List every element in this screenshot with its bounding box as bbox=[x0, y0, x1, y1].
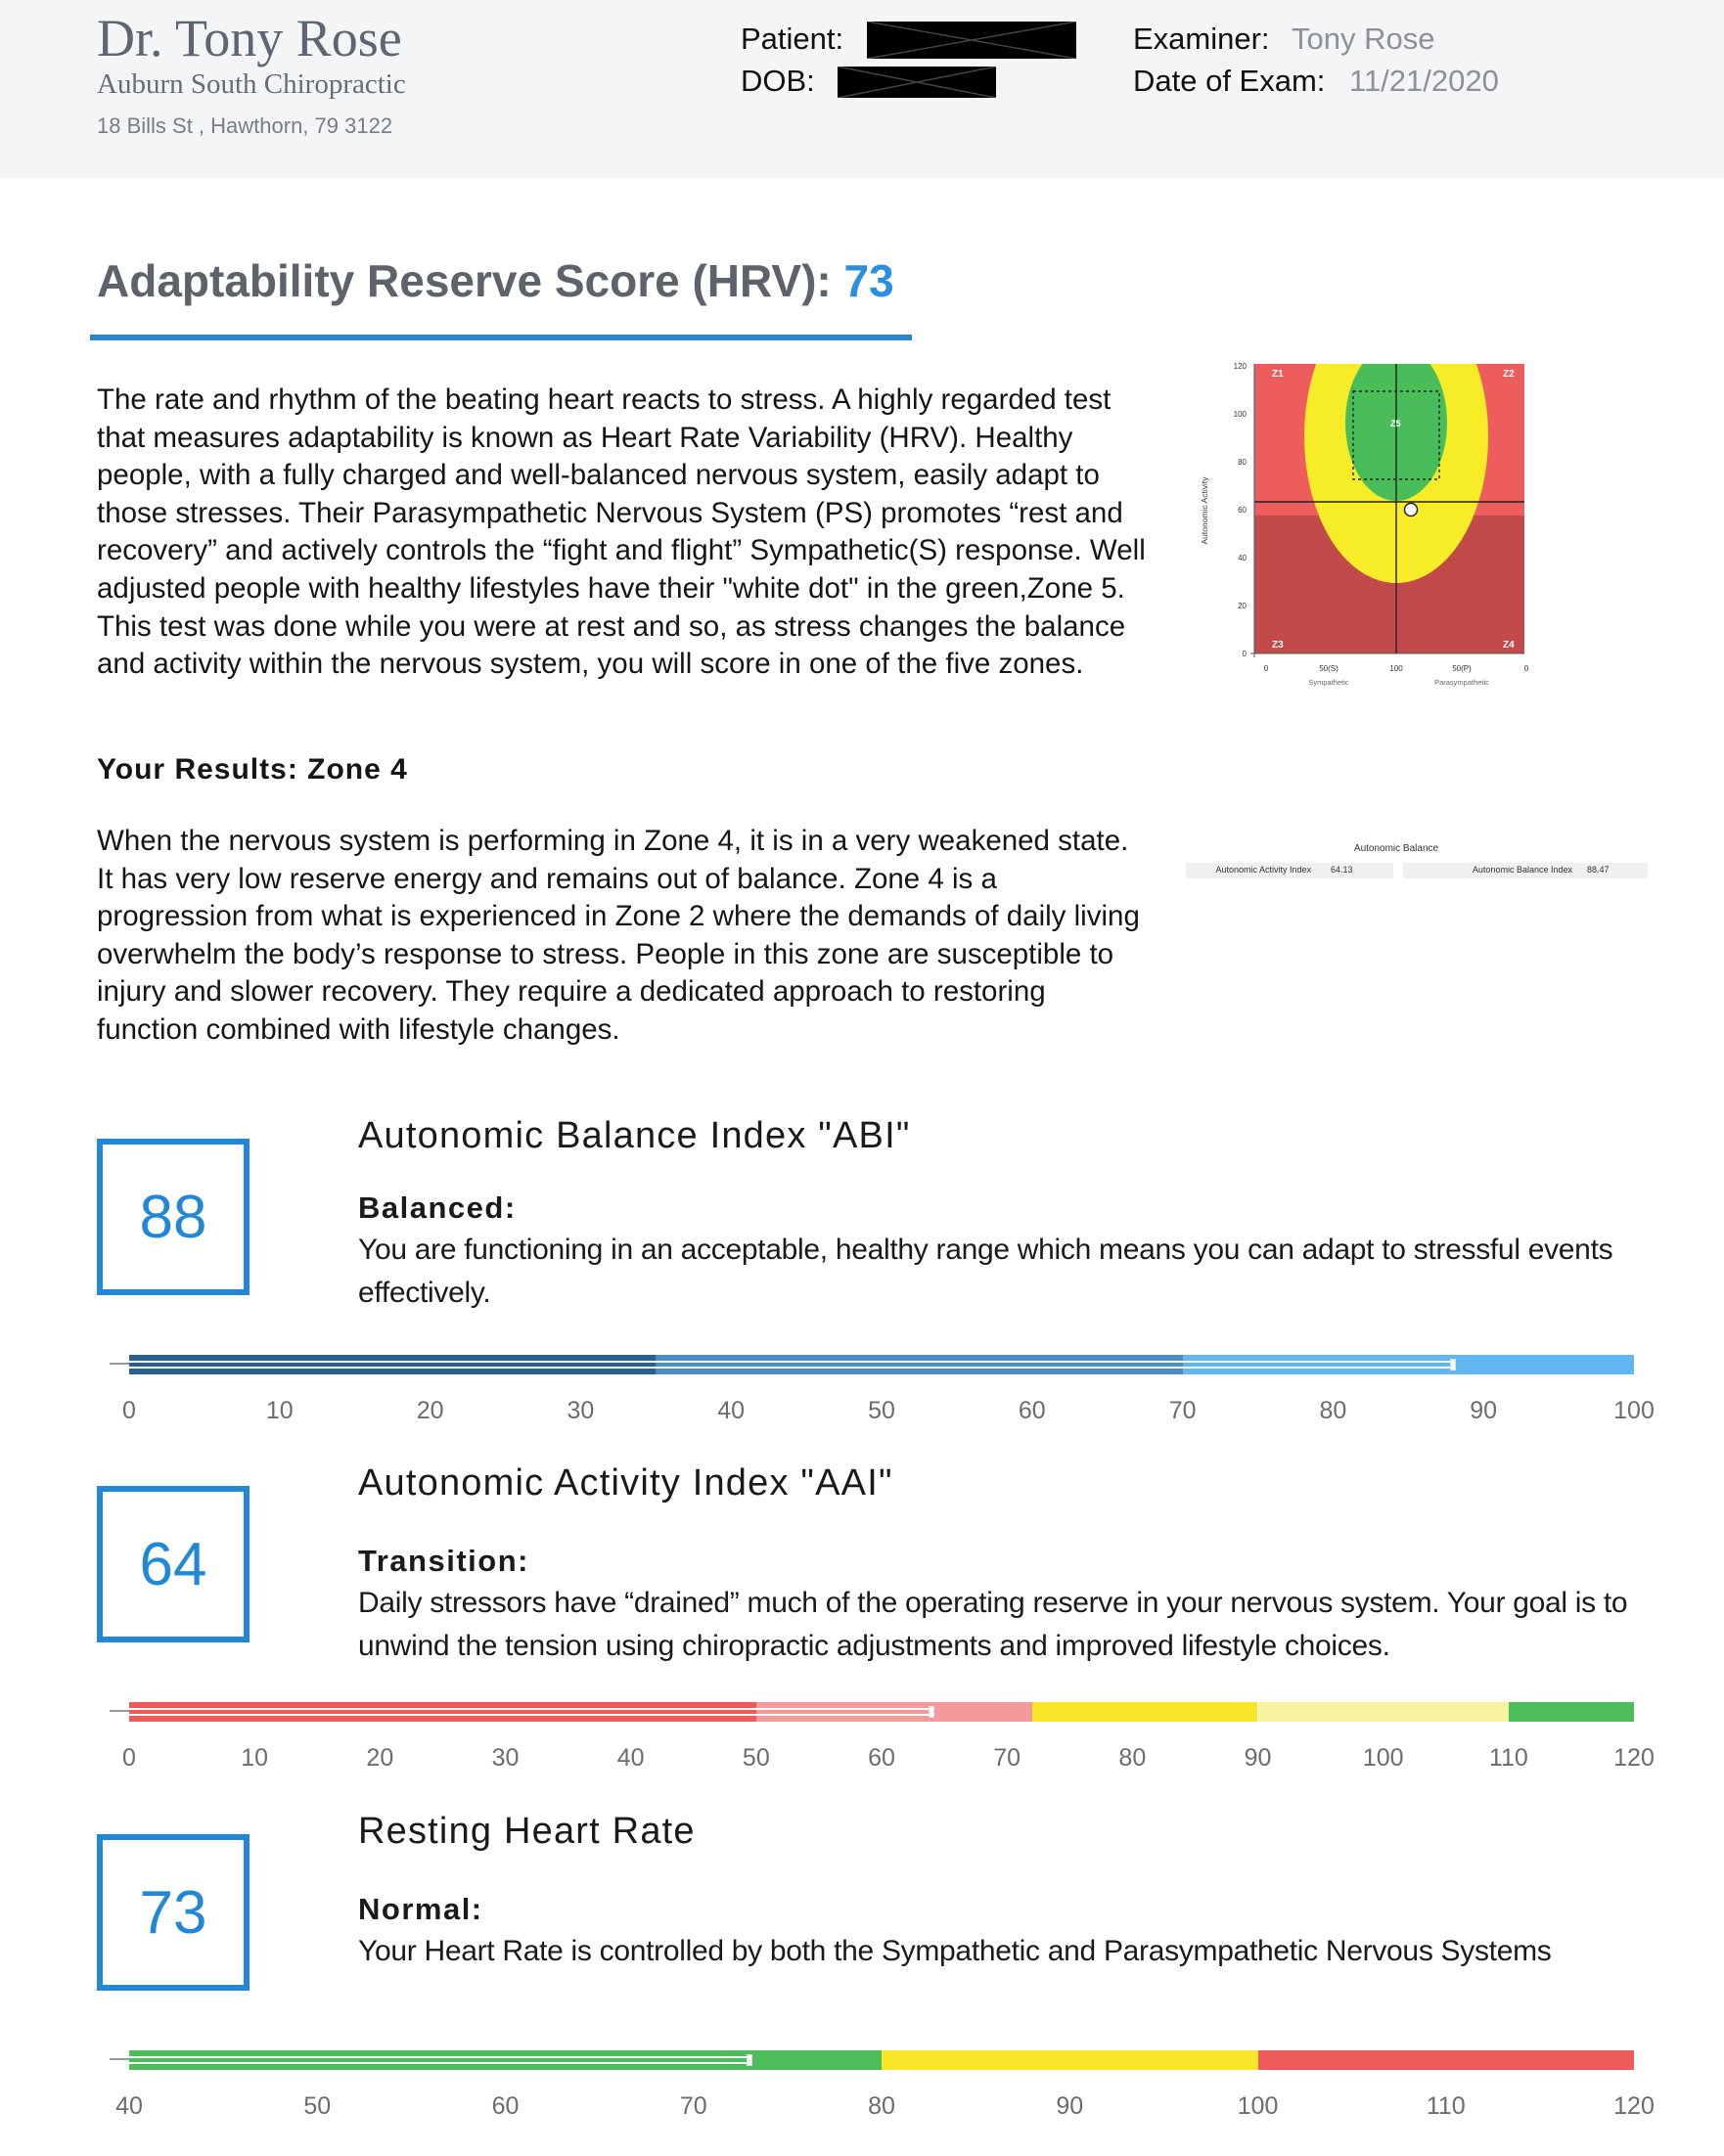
y-tick-0: 0 bbox=[1242, 650, 1247, 658]
aai-gauge-indicator bbox=[129, 1708, 931, 1716]
x-sympathetic-label: Sympathetic bbox=[1308, 678, 1349, 687]
x-tick-50p: 50(P) bbox=[1452, 664, 1472, 673]
zone-chart bbox=[1186, 354, 1656, 882]
rhr-status: Normal: bbox=[358, 1892, 483, 1926]
aai-tick-label: 70 bbox=[993, 1744, 1021, 1772]
y-axis-label: Autonomic Activity bbox=[1200, 476, 1209, 545]
abi-gauge-stub bbox=[110, 1363, 129, 1365]
results-label: Your Results: Zone 4 bbox=[97, 753, 408, 786]
clinic-name: Auburn South Chiropractic bbox=[97, 68, 406, 100]
rhr-gauge-indicator bbox=[129, 2056, 749, 2064]
rhr-tick-label: 80 bbox=[868, 2092, 895, 2120]
abi-tick-label: 50 bbox=[868, 1397, 895, 1424]
abi-gauge-indicator bbox=[129, 1361, 1453, 1369]
examiner-label: Examiner: bbox=[1133, 22, 1270, 56]
abi-status: Balanced: bbox=[358, 1190, 517, 1225]
rhr-gauge-stub bbox=[110, 2058, 129, 2060]
aai-description: Daily stressors have “drained” much of the operating reserve in your nervous system. Your goal is to unwind the tension using chiropractic adjustments and improved lifestyle choices. bbox=[358, 1587, 1628, 1662]
aai-tick-label: 40 bbox=[616, 1744, 645, 1772]
aai-tick-label: 0 bbox=[122, 1744, 136, 1772]
aai-tick-label: 110 bbox=[1488, 1744, 1528, 1772]
y-tick-60: 60 bbox=[1238, 506, 1247, 515]
y-tick-120: 120 bbox=[1233, 362, 1247, 371]
aai-tick-label: 50 bbox=[742, 1744, 770, 1772]
rhr-gauge-band bbox=[882, 2050, 1258, 2070]
adaptability-score: 73 bbox=[843, 255, 894, 306]
section-title-text: Adaptability Reserve Score (HRV): bbox=[97, 255, 832, 306]
zone-y-ticks bbox=[1234, 362, 1248, 658]
aai-index-value: 64.13 bbox=[1331, 865, 1353, 875]
dob-redaction bbox=[838, 67, 996, 98]
aai-tick-label: 20 bbox=[366, 1744, 394, 1772]
aai-gauge-band bbox=[1032, 1702, 1258, 1722]
exam-date-value: 11/21/2020 bbox=[1349, 64, 1499, 98]
abi-tick-label: 80 bbox=[1319, 1397, 1347, 1424]
y-tick-100: 100 bbox=[1233, 410, 1247, 419]
rhr-tick-label: 90 bbox=[1056, 2092, 1084, 2120]
abi-tick-label: 60 bbox=[1018, 1397, 1046, 1424]
clinic-address: 18 Bills St , Hawthorn, 79 3122 bbox=[97, 113, 393, 138]
abi-tick-label: 90 bbox=[1470, 1397, 1498, 1424]
abi-index-label: Autonomic Balance Index bbox=[1472, 865, 1572, 875]
zone-x-ticks bbox=[1264, 664, 1529, 855]
y-tick-80: 80 bbox=[1238, 458, 1247, 467]
aai-tick-label: 60 bbox=[868, 1744, 895, 1772]
zone-chart-svg bbox=[1186, 354, 1656, 882]
aai-tick-label: 120 bbox=[1613, 1744, 1655, 1772]
rhr-tick-label: 120 bbox=[1613, 2092, 1655, 2120]
abi-tick-label: 20 bbox=[416, 1397, 444, 1424]
rhr-title: Resting Heart Rate bbox=[358, 1811, 696, 1852]
patient-label: Patient: bbox=[741, 22, 844, 56]
abi-tick-label: 40 bbox=[717, 1397, 746, 1424]
dob-label: DOB: bbox=[741, 64, 815, 98]
zone-label-z1: Z1 bbox=[1272, 369, 1284, 380]
rhr-tick-label: 110 bbox=[1426, 2092, 1466, 2120]
abi-title: Autonomic Balance Index "ABI" bbox=[358, 1115, 911, 1156]
aai-title: Autonomic Activity Index "AAI" bbox=[358, 1462, 893, 1504]
abi-index-value: 88.47 bbox=[1587, 865, 1610, 875]
x-tick-50s: 50(S) bbox=[1319, 664, 1338, 673]
abi-tick-label: 100 bbox=[1613, 1397, 1655, 1424]
aai-tick-label: 10 bbox=[241, 1744, 269, 1772]
intro-paragraph: The rate and rhythm of the beating heart reacts to stress. A highly regarded test that measures adaptability is known as Heart Rate Variability (HRV). Healthy people, with a fully charged and well-balanced nervous system, easily adapt to those stresses. Their Parasympathetic Nervous System (PS) promotes “rest and recovery” and actively controls the “fight and flight” Sympathetic(S) response. Well adjusted people with healthy lifestyles have their "white dot" in the green,Zone 5. This test was done while you were at rest and so, as stress changes the balance and activity within the nervous system, you will score in one of the five zones. bbox=[97, 383, 1146, 681]
aai-status: Transition: bbox=[358, 1544, 529, 1578]
abi-score-box: 88 bbox=[97, 1139, 250, 1295]
zone-label-z5: Z5 bbox=[1390, 419, 1401, 428]
aai-tick-label: 100 bbox=[1362, 1744, 1404, 1772]
x-tick-0-right: 0 bbox=[1523, 664, 1529, 673]
y-tick-20: 20 bbox=[1238, 602, 1247, 610]
rhr-score-box: 73 bbox=[97, 1834, 250, 1991]
zone-description: When the nervous system is performing in Zone 4, it is in a very weakened state. It has very low reserve energy and remains out of balance. Zone 4 is a progression from what is experienced in Zone 2 where the demands of daily living overwhelm the body’s response to stress. People in this zone are susceptible to injury and slower recovery. They require a dedicated approach to restoring function combined with lifestyle changes. bbox=[97, 825, 1140, 1046]
rhr-tick-label: 60 bbox=[491, 2092, 520, 2120]
aai-gauge-stub bbox=[110, 1710, 129, 1712]
doctor-name: Dr. Tony Rose bbox=[97, 9, 402, 67]
rhr-tick-label: 70 bbox=[679, 2092, 707, 2120]
x-tick-100: 100 bbox=[1389, 664, 1403, 673]
zone-label-z2: Z2 bbox=[1503, 369, 1515, 380]
patient-name-redaction bbox=[867, 22, 1076, 59]
rhr-tick-label: 50 bbox=[303, 2092, 332, 2120]
x-tick-0-left: 0 bbox=[1263, 664, 1269, 673]
rhr-gauge-band bbox=[1258, 2050, 1635, 2070]
rhr-tick-label: 100 bbox=[1237, 2092, 1279, 2120]
rhr-gauge-marker bbox=[747, 2054, 752, 2066]
zone-label-z3: Z3 bbox=[1272, 640, 1284, 651]
report-header bbox=[0, 0, 1724, 178]
x-parasympathetic-label: Parasympathetic bbox=[1434, 678, 1489, 687]
section-title bbox=[97, 254, 894, 307]
aai-tick-label: 30 bbox=[491, 1744, 520, 1772]
y-tick-40: 40 bbox=[1238, 554, 1247, 562]
rhr-description: Your Heart Rate is controlled by both the Sympathetic and Parasympathetic Nervous Systems bbox=[358, 1935, 1552, 1967]
rhr-tick-label: 40 bbox=[115, 2092, 143, 2120]
title-underline bbox=[90, 335, 912, 340]
abi-tick-label: 70 bbox=[1168, 1397, 1197, 1424]
aai-gauge-band bbox=[1509, 1702, 1634, 1722]
aai-gauge-band bbox=[1258, 1702, 1509, 1722]
aai-gauge-marker bbox=[929, 1706, 934, 1718]
zone-label-z4: Z4 bbox=[1503, 640, 1515, 651]
exam-date-label: Date of Exam: bbox=[1133, 64, 1326, 98]
aai-tick-label: 90 bbox=[1244, 1744, 1272, 1772]
aai-index-label: Autonomic Activity Index bbox=[1215, 865, 1311, 875]
patient-white-dot bbox=[1405, 504, 1418, 517]
abi-gauge-marker bbox=[1450, 1359, 1456, 1370]
abi-tick-label: 30 bbox=[567, 1397, 595, 1424]
abi-tick-label: 10 bbox=[265, 1397, 294, 1424]
zone-x-axis-label: Autonomic Balance bbox=[1353, 843, 1439, 854]
aai-tick-label: 80 bbox=[1118, 1744, 1147, 1772]
aai-score-box: 64 bbox=[97, 1486, 250, 1642]
examiner-value: Tony Rose bbox=[1292, 22, 1435, 56]
abi-tick-label: 0 bbox=[122, 1397, 136, 1424]
abi-description: You are functioning in an acceptable, healthy range which means you can adapt to stressful events effectively. bbox=[358, 1234, 1613, 1309]
